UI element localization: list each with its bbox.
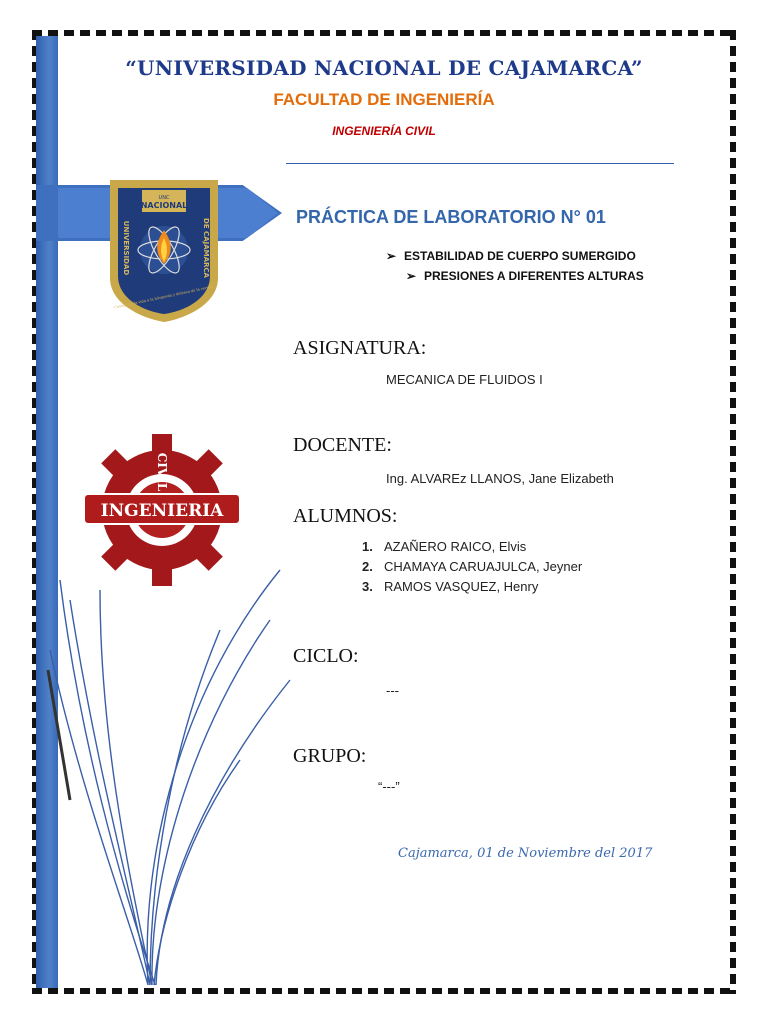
asignatura-value: MECANICA DE FLUIDOS I — [386, 372, 543, 387]
civil-engineering-gear-logo — [82, 432, 242, 588]
list-item — [362, 539, 582, 559]
student-name: RAMOS VASQUEZ, Henry — [384, 579, 539, 594]
topic-label: ESTABILIDAD DE CUERPO SUMERGIDO — [404, 249, 636, 263]
student-name: CHAMAYA CARUAJULCA, Jeyner — [384, 559, 583, 574]
topic-label: PRESIONES A DIFERENTES ALTURAS — [424, 269, 644, 283]
unc-logo-right: DE CAJAMARCA — [202, 218, 210, 278]
list-number: 2. — [362, 559, 373, 574]
arrow-bullet-icon: ➢ — [386, 249, 397, 263]
asignatura-label: ASIGNATURA: — [293, 337, 427, 359]
practice-title: PRÁCTICA DE LABORATORIO N° 01 — [296, 207, 606, 227]
unc-shield-logo — [108, 178, 220, 324]
topic-item — [386, 246, 644, 266]
decorative-swirl — [40, 560, 300, 990]
ciclo-value: --- — [386, 683, 399, 698]
unc-logo-motto: Consagrar la vida a la búsqueda y defensa de la verdad — [113, 284, 214, 310]
university-title: “UNIVERSIDAD NACIONAL DE CAJAMARCA” — [125, 56, 643, 80]
list-item — [362, 559, 582, 579]
topic-item — [406, 266, 644, 286]
civil-logo-vertical: CIVIL — [155, 452, 169, 492]
list-number: 1. — [362, 539, 373, 554]
header-divider — [286, 163, 674, 164]
border-right — [730, 30, 736, 994]
practice-topics — [386, 246, 644, 286]
docente-label: DOCENTE: — [293, 434, 392, 456]
career-title: INGENIERÍA CIVIL — [332, 124, 436, 138]
faculty-title: FACULTAD DE INGENIERÍA — [273, 90, 495, 109]
arrow-bullet-icon: ➢ — [406, 269, 417, 283]
border-top — [32, 30, 736, 36]
unc-logo-left: UNIVERSIDAD — [122, 220, 130, 276]
students-list — [362, 539, 582, 599]
document-date: Cajamarca, 01 de Noviembre del 2017 — [398, 846, 653, 861]
grupo-value: “---” — [378, 779, 400, 794]
list-number: 3. — [362, 579, 373, 594]
ciclo-label: CICLO: — [293, 645, 359, 667]
alumnos-label: ALUMNOS: — [293, 505, 398, 527]
docente-value: Ing. ALVAREz LLANOS, Jane Elizabeth — [386, 471, 614, 486]
unc-logo-name: NACIONAL — [140, 201, 188, 210]
student-name: AZAÑERO RAICO, Elvis — [384, 539, 527, 554]
unc-logo-abbr: UNC — [158, 195, 170, 201]
civil-logo-word: INGENIERIA — [100, 501, 224, 521]
list-item — [362, 579, 582, 599]
grupo-label: GRUPO: — [293, 745, 367, 767]
